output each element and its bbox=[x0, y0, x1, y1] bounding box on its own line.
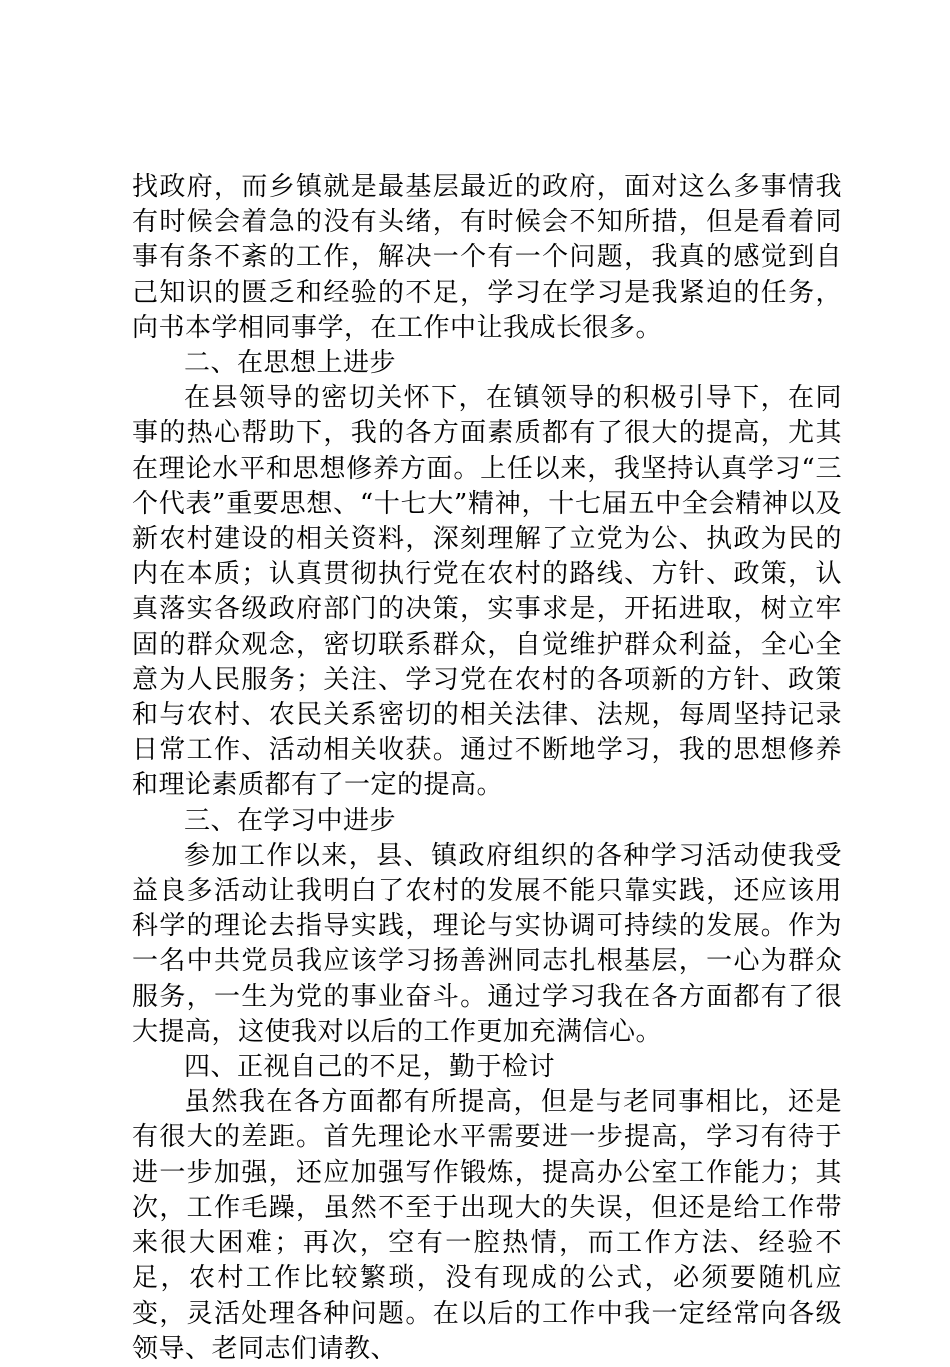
paragraph-thought-progress: 在县领导的密切关怀下，在镇领导的积极引导下，在同事的热心帮助下，我的各方面素质都有了很大的提高，尤其在理论水平和思想修养方面。上任以来，我坚持认真学习“三个代表”重要思想、“十七大”精神，十七届五中全会精神以及新农村建设的相关资料，深刻理解了立党为公、执政为民的内在本质；认真贯彻执行党在农村的路线、方针、政策，认真落实各级政府部门的决策，实事求是，开拓进取，树立牢固的群众观念，密切联系群众，自觉维护群众利益，全心全意为人民服务；关注、学习党在农村的各项新的方针、政策和与农村、农民关系密切的相关法律、法规，每周坚持记录日常工作、活动相关收获。通过不断地学习，我的思想修养和理论素质都有了一定的提高。 bbox=[132, 383, 842, 801]
section-heading-4: 四、正视自己的不足，勤于检讨 bbox=[184, 1052, 556, 1083]
document-body bbox=[132, 170, 842, 1367]
paragraph-shortcomings: 虽然我在各方面都有所提高，但是与老同事相比，还是有很大的差距。首先理论水平需要进一步提高，学习有待于进一步加强，还应加强写作锻炼，提高办公室工作能力；其次，工作毛躁，虽然不至于出现大的失误，但还是给工作带来很大困难；再次，空有一腔热情，而工作方法、经验不足，农村工作比较繁琐，没有现成的公式，必须要随机应变，灵活处理各种问题。在以后的工作中我一定经常向各级领导、老同志们请教、 bbox=[132, 1087, 842, 1364]
section-heading-2: 二、在思想上进步 bbox=[184, 348, 397, 379]
paragraph-continued: 找政府，而乡镇就是最基层最近的政府，面对这么多事情我有时候会着急的没有头绪，有时候会不知所措，但是看着同事有条不紊的工作，解决一个有一个问题，我真的感觉到自己知识的匮乏和经验的不足，学习在学习是我紧迫的任务，向书本学相同事学，在工作中让我成长很多。 bbox=[132, 172, 842, 343]
section-heading-3: 三、在学习中进步 bbox=[184, 805, 397, 836]
paragraph-study-progress: 参加工作以来，县、镇政府组织的各种学习活动使我受益良多活动让我明白了农村的发展不能只靠实践，还应该用科学的理论去指导实践，理论与实协调可持续的发展。作为一名中共党员我应该学习扬善洲同志扎根基层，一心为群众服务，一生为党的事业奋斗。通过学习我在各方面都有了很大提高，这使我对以后的工作更加充满信心。 bbox=[132, 840, 842, 1047]
